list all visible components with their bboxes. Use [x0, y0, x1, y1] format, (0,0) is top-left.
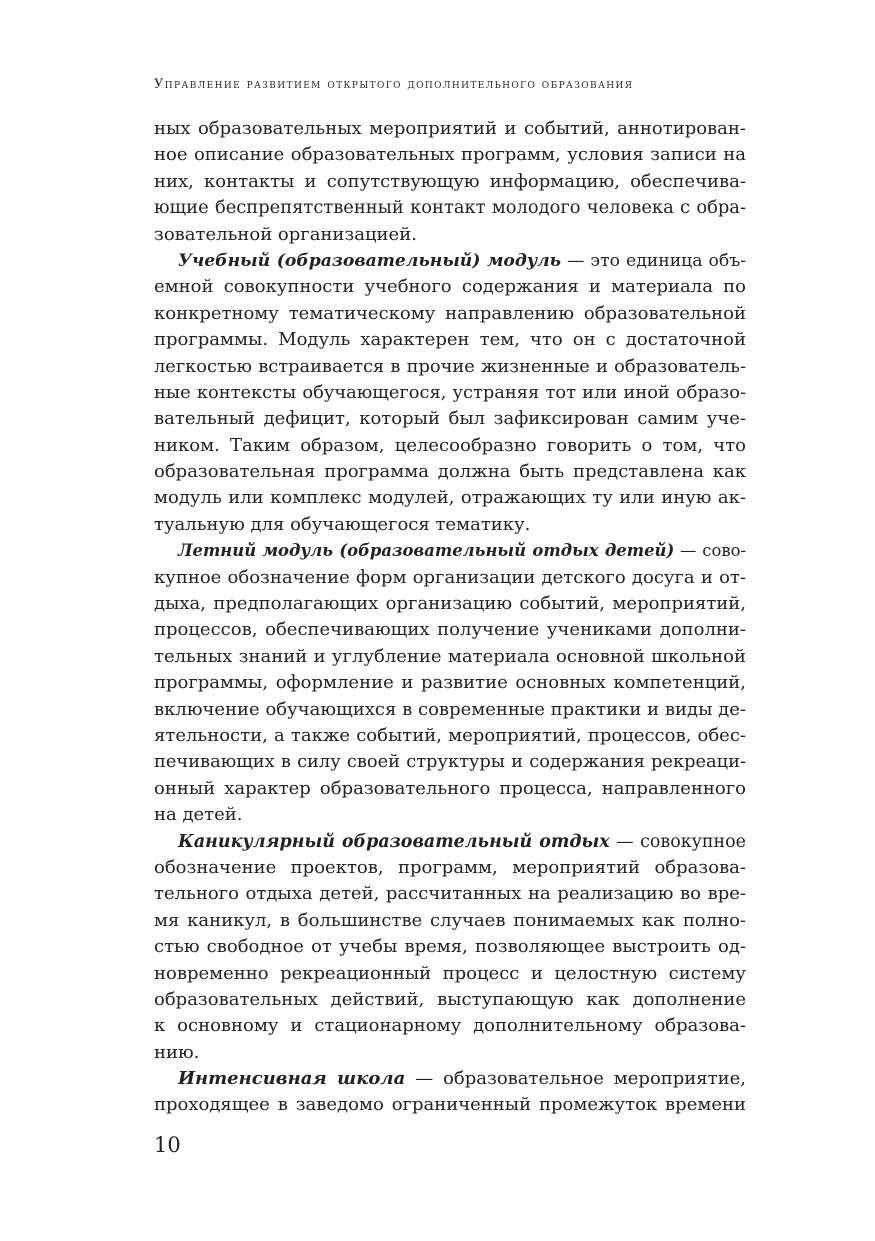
text-line: емной совокупности учебного содержания и материала по — [154, 276, 746, 298]
text-line: обозначение проектов, программ, мероприятий образова- — [154, 856, 746, 878]
text-line: вательный дефицит, который был зафиксирован самим уче- — [154, 408, 746, 430]
text-line: конкретному тематическому направлению образовательной — [154, 302, 746, 324]
text-line: образовательная программа должна быть представлена как — [154, 461, 746, 483]
text-line: туальную для обучающегося тематику. — [154, 513, 531, 535]
text-line: ные контексты обучающегося, устраняя тот или иной образо- — [154, 381, 746, 403]
text-line: тельных знаний и углубление материала основной школьной — [154, 645, 746, 667]
definition-first-line — [154, 829, 746, 855]
definition-text: — это единица объ- — [561, 250, 746, 271]
text-line: онный характер образовательного процесса, направленного — [154, 777, 746, 799]
text-line: на детей. — [154, 804, 243, 826]
text-line: зовательной организацией. — [154, 223, 417, 245]
text-line: мя каникул, в большинстве случаев понимаемых как полно- — [154, 909, 746, 931]
text-line: новременно рекреационный процесс и целостную систему — [154, 962, 746, 984]
text-line: ных образовательных мероприятий и событий, аннотирован- — [154, 118, 746, 139]
definition-first-line — [154, 248, 746, 274]
text-line: тельного отдыха детей, рассчитанных на реализацию во вре- — [154, 883, 746, 905]
text-line: ником. Таким образом, целесообразно говорить о том, что — [154, 434, 746, 456]
text-line: купное обозначение форм организации детского досуга и от- — [154, 566, 746, 588]
text-line: ное описание образовательных программ, условия записи на — [154, 144, 746, 166]
body-text — [154, 116, 746, 1119]
text-line: стью свободное от учебы время, позволяющее выстроить од- — [154, 936, 746, 958]
defined-term: Каникулярный образовательный отдых — [178, 831, 610, 852]
defined-term: Учебный (образовательный) модуль — [178, 250, 562, 271]
text-line: проходящее в заведомо ограниченный промежуток времени — [154, 1094, 746, 1116]
text-line: ятельности, а также событий, мероприятий, процессов, обес- — [154, 724, 746, 746]
text-line: процессов, обеспечивающих получение учениками дополни- — [154, 619, 746, 641]
defined-term: Интенсивная школа — [178, 1068, 406, 1090]
text-line: них, контакты и сопутствующую информацию, обеспечива- — [154, 170, 746, 192]
text-line: печивающих в силу своей структуры и содержания рекреаци- — [154, 751, 746, 773]
definition-text: — совокупное — [609, 831, 746, 852]
definition-text: — образовательное мероприятие, — [405, 1068, 746, 1090]
text-line: ющие беспрепятственный контакт молодого человека с обра- — [154, 197, 746, 219]
definition-first-line — [154, 1066, 746, 1092]
text-line: программы. Модуль характерен тем, что он с достаточной — [154, 329, 746, 351]
text-line: к основному и стационарному дополнительному образова- — [154, 1015, 746, 1037]
page-number: 10 — [154, 1133, 181, 1157]
text-line: дыха, предполагающих организацию событий, мероприятий, — [154, 593, 746, 615]
text-line: нию. — [154, 1041, 200, 1063]
text-line: программы, оформление и развитие основных компетенций, — [154, 672, 746, 694]
definition-first-line — [154, 538, 746, 564]
text-line: включение обучающихся в современные практики и виды де- — [154, 698, 746, 720]
text-line: легкостью встраивается в прочие жизненные и образователь- — [154, 355, 746, 377]
definition-text: — сово- — [674, 541, 747, 561]
defined-term: Летний модуль (образовательный отдых детей) — [178, 541, 675, 561]
running-head: Управление развитием открытого дополнительного образования — [154, 77, 634, 92]
text-line: модуль или комплекс модулей, отражающих ту или иную ак- — [154, 487, 746, 509]
text-line: образовательных действий, выступающую как дополнение — [154, 988, 746, 1010]
